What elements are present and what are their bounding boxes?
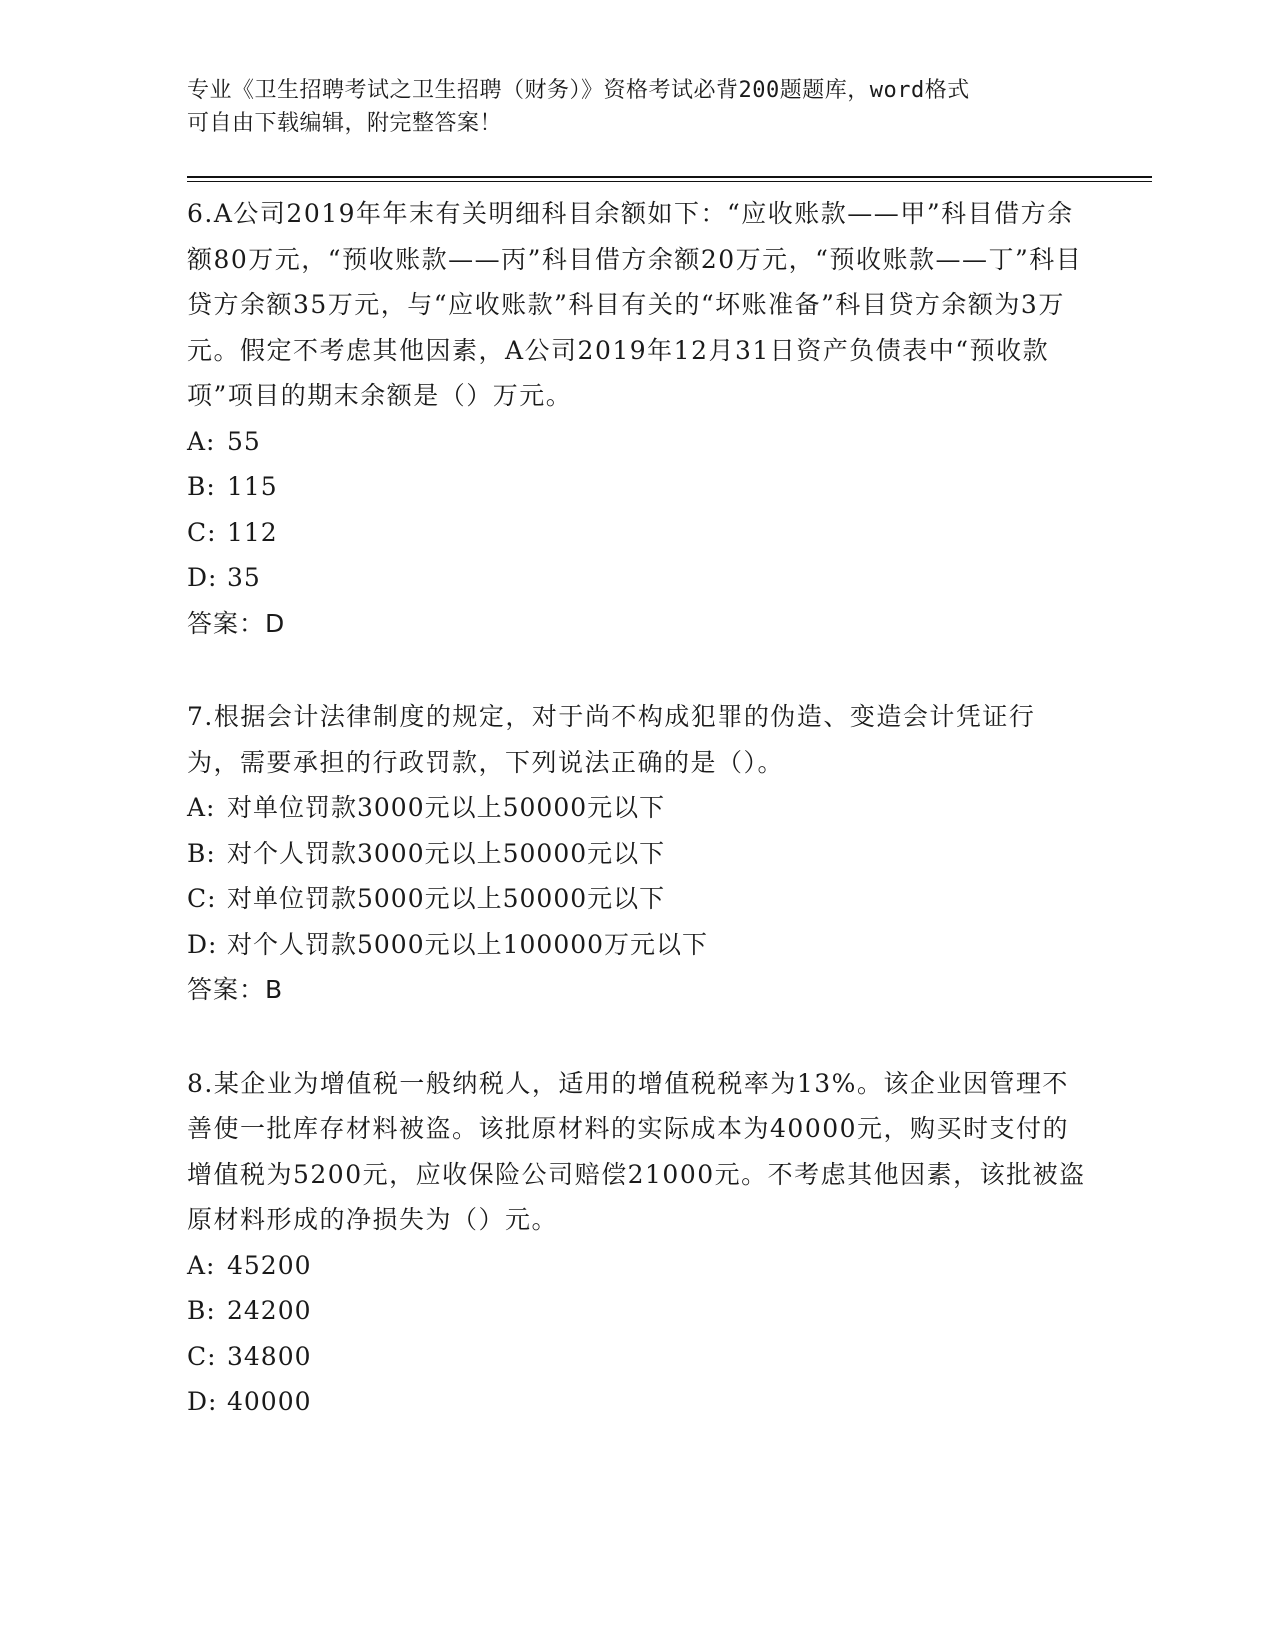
option-label: D: <box>187 929 218 959</box>
option-label: B: <box>187 472 216 501</box>
option-label: C: <box>187 517 217 547</box>
option-text: 对个人罚款3000元以上50000元以下 <box>227 838 666 868</box>
answer: 答案：B <box>187 975 284 1004</box>
option-label: C: <box>187 1341 217 1371</box>
option-text: 35 <box>227 563 261 592</box>
option-a <box>187 1243 1087 1289</box>
option-b <box>187 1288 1087 1334</box>
question-stem: 6.A公司2019年年末有关明细科目余额如下：“应收账款——甲”科目借方余额80万元，“预收账款——丙”科目借方余额20万元，“预收账款——丁”科目贷方余额35万元，与“应收账款”科目有关的“坏账准备”科目贷方余额为3万元。假定不考虑其他因素，A公司2019年12月31日资产负债表中“预收款项”项目的期末余额是（）万元。 <box>187 199 1083 410</box>
header-line-2: 可自由下载编辑，附完整答案！ <box>187 111 503 136</box>
option-label: B: <box>187 838 216 868</box>
option-d <box>187 555 1087 601</box>
option-text: 45200 <box>227 1250 312 1280</box>
header-line-1: 专业《卫生招聘考试之卫生招聘（财务）》资格考试必背200题题库，word格式 <box>187 78 970 103</box>
question-8 <box>187 1061 1087 1425</box>
option-label: D: <box>187 1387 218 1416</box>
option-text: 115 <box>227 472 278 501</box>
answer: 答案：D <box>187 608 286 638</box>
option-c <box>187 510 1087 556</box>
option-text: 对单位罚款3000元以上50000元以下 <box>227 793 666 822</box>
option-d <box>187 1379 1087 1425</box>
question-list <box>187 191 1087 1473</box>
question-7 <box>187 694 1087 1013</box>
option-a <box>187 785 1087 831</box>
document-header <box>187 74 1067 140</box>
question-stem: 7.根据会计法律制度的规定，对于尚不构成犯罪的伪造、变造会计凭证行为，需要承担的行政罚款，下列说法正确的是（）。 <box>187 702 1036 777</box>
option-a <box>187 419 1087 465</box>
header-divider <box>187 176 1152 178</box>
option-text: 对个人罚款5000元以上100000万元以下 <box>227 929 709 959</box>
question-stem: 8.某企业为增值税一般纳税人，适用的增值税税率为13%。该企业因管理不善使一批库存材料被盗。该批原材料的实际成本为40000元，购买时支付的增值税为5200元，应收保险公司赔偿21000元。不考虑其他因素，该批被盗原材料形成的净损失为（）元。 <box>187 1068 1086 1234</box>
option-label: A: <box>187 1250 216 1280</box>
option-text: 55 <box>227 426 261 456</box>
option-c <box>187 1334 1087 1380</box>
option-b <box>187 464 1087 510</box>
option-text: 112 <box>227 517 278 547</box>
option-label: C: <box>187 884 217 913</box>
option-text: 40000 <box>227 1387 312 1416</box>
option-text: 对单位罚款5000元以上50000元以下 <box>227 884 666 913</box>
option-label: D: <box>187 563 218 592</box>
option-c <box>187 876 1087 922</box>
option-text: 34800 <box>227 1341 312 1371</box>
header-divider-thin <box>187 181 1152 182</box>
option-label: A: <box>187 426 216 456</box>
question-6 <box>187 191 1087 646</box>
option-b <box>187 831 1087 877</box>
option-d <box>187 922 1087 968</box>
option-label: B: <box>187 1296 216 1325</box>
option-text: 24200 <box>227 1296 312 1325</box>
option-label: A: <box>187 793 216 822</box>
